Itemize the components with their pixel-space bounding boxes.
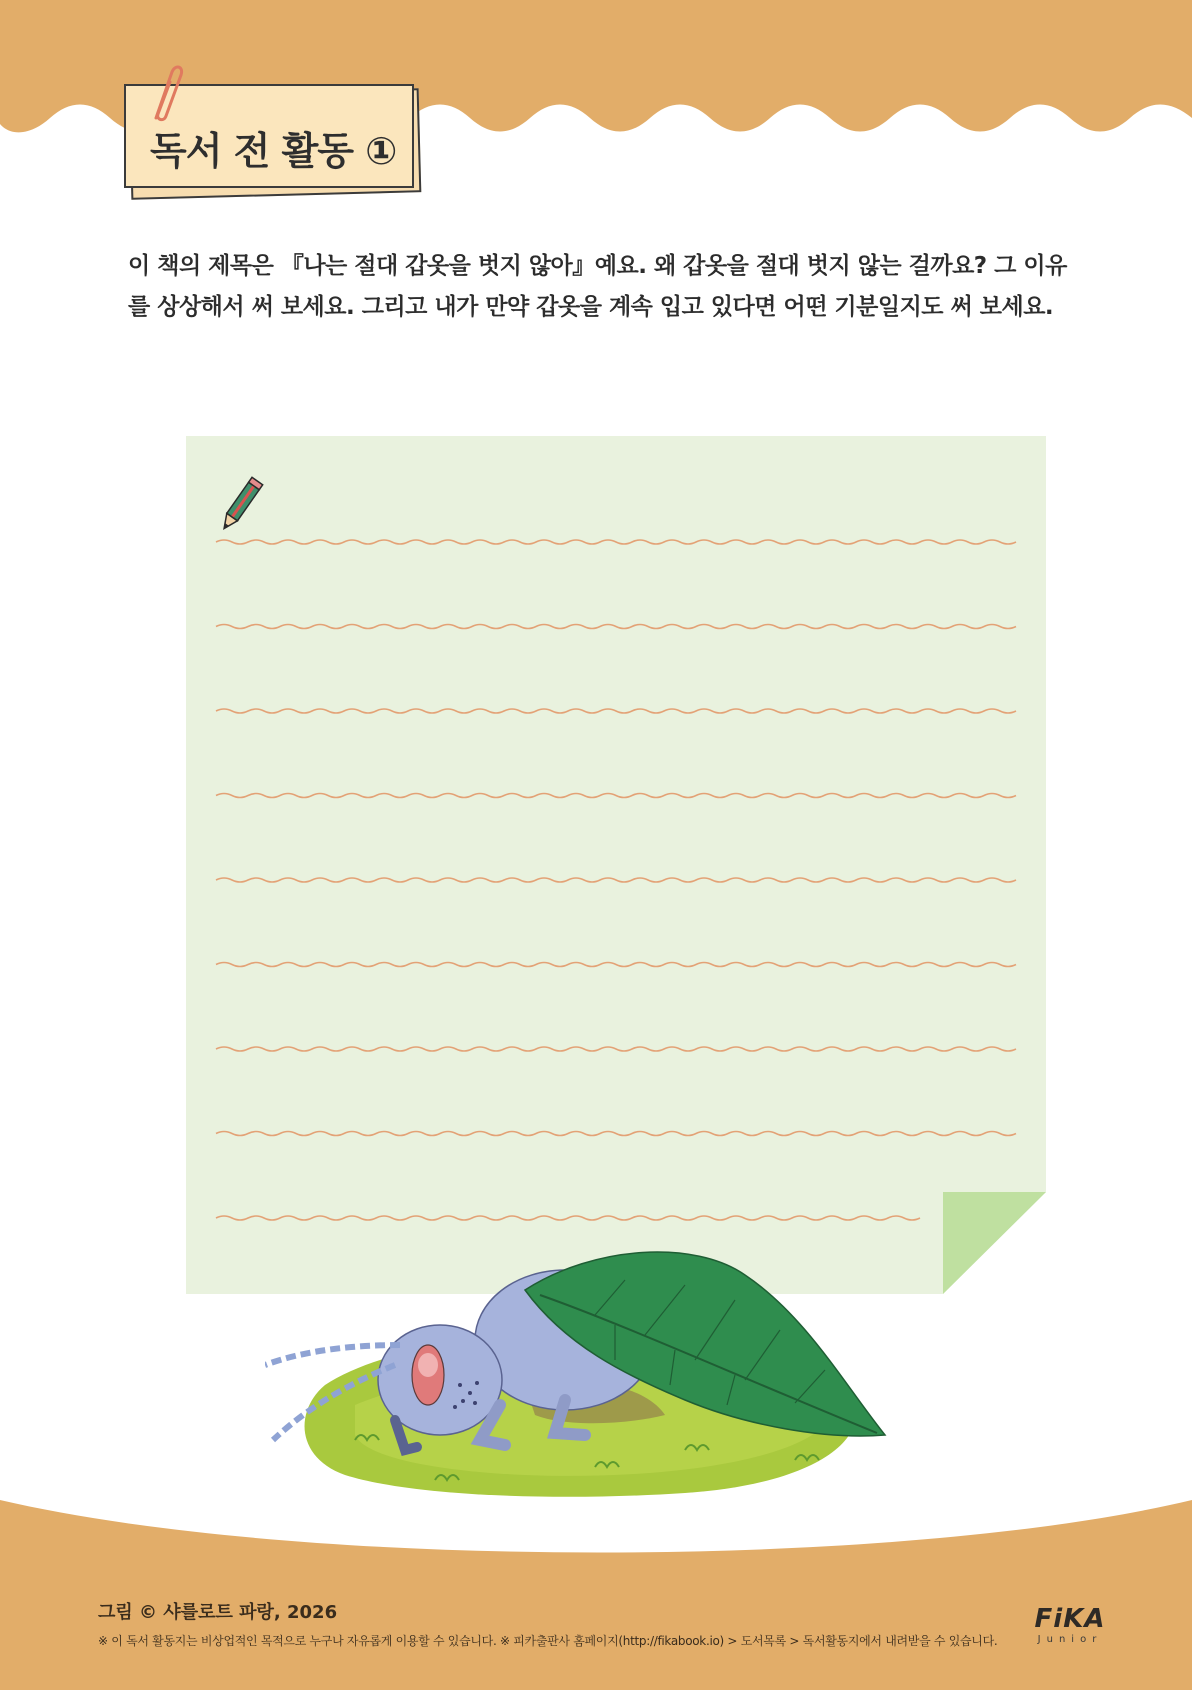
instructions-text: 이 책의 제목은 『나는 절대 갑옷을 벗지 않아』예요. 왜 갑옷을 절대 벗지 않는 걸까요? 그 이유를 상상해서 써 보세요. 그리고 내가 만약 갑옷을 계속 입고 있다면 어떤 기분일지도 써 보세요.	[128, 253, 1067, 320]
illustration-credit: 그림 © 샤를로트 파랑, 2026	[98, 1602, 338, 1623]
publisher-logo	[1030, 1604, 1110, 1652]
bottom-band	[0, 1500, 1192, 1690]
writing-line[interactable]	[216, 794, 1016, 798]
bug-under-leaf-illustration	[265, 1235, 935, 1505]
writing-line[interactable]	[216, 1132, 1016, 1136]
writing-line[interactable]	[216, 540, 1016, 544]
writing-line[interactable]	[216, 709, 1016, 713]
writing-line[interactable]	[216, 1047, 1016, 1051]
writing-line[interactable]	[216, 1216, 920, 1220]
title-tag	[118, 78, 428, 198]
writing-lines[interactable]	[186, 436, 1046, 1294]
brand-subtitle: Junior	[1037, 1634, 1103, 1645]
page-title: 독서 전 활동 ①	[150, 129, 397, 173]
usage-notice: ※ 이 독서 활동지는 비상업적인 목적으로 누구나 자유롭게 이용할 수 있습니다. ※ 피카출판사 홈페이지(http://fikabook.io) > 도서목록 > 독서활동지에서 내려받을 수 있습니다.	[98, 1634, 998, 1648]
writing-line[interactable]	[216, 963, 1016, 967]
writing-line[interactable]	[216, 625, 1016, 629]
brand-name: FiKA	[1034, 1604, 1106, 1634]
writing-line[interactable]	[216, 878, 1016, 882]
